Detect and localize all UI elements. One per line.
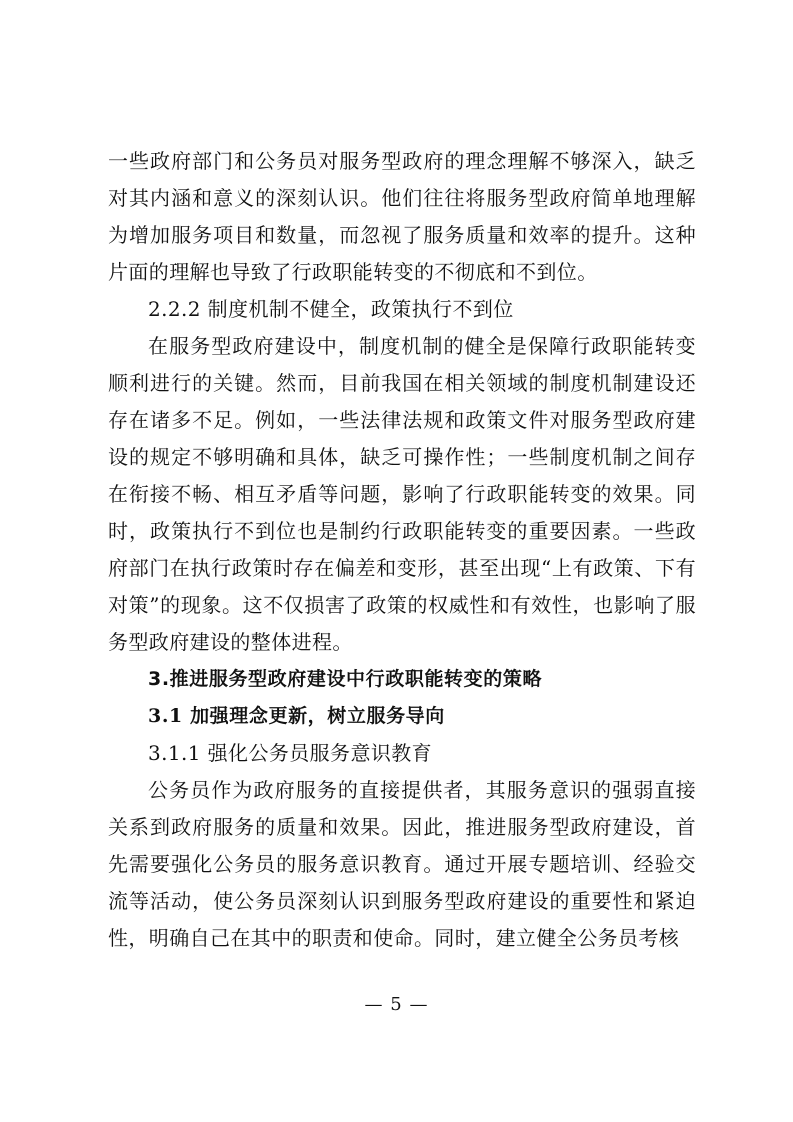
section-heading-2-2-2: 2.2.2 制度机制不健全，政策执行不到位 xyxy=(148,297,514,321)
paragraph-service-awareness: 公务员作为政府服务的直接提供者，其服务意识的强弱直接关系到政府服务的质量和效果。因此，推进服务型政府建设，首先需要强化公务员的服务意识教育。通过开展专题培训、经验交流等活动，使公务员深刻认识到服务型政府建设的重要性和紧迫性，明确自己在其中的职责和使命。同时，建立健全公务员考核 xyxy=(108,778,696,950)
document-body xyxy=(108,143,696,957)
section-heading-3-1: 3.1 加强理念更新，树立服务导向 xyxy=(148,705,445,727)
paragraph-institutional-mechanisms: 在服务型政府建设中，制度机制的健全是保障行政职能转变顺利进行的关键。然而，目前我国在相关领域的制度机制建设还存在诸多不足。例如，一些法律法规和政策文件对服务型政府建设的规定不够明确和具体，缺乏可操作性；一些制度机制之间存在衔接不畅、相互矛盾等问题，影响了行政职能转变的效果。同时，政策执行不到位也是制约行政职能转变的重要因素。一些政府部门在执行政策时存在偏差和变形，甚至出现“上有政策、下有对策”的现象。这不仅损害了政策的权威性和有效性，也影响了服务型政府建设的整体进程。 xyxy=(108,334,696,654)
chapter-heading-3: 3.推进服务型政府建设中行政职能转变的策略 xyxy=(148,668,543,690)
paragraph-intro-continuation: 一些政府部门和公务员对服务型政府的理念理解不够深入，缺乏对其内涵和意义的深刻认识。他们往往将服务型政府简单地理解为增加服务项目和数量，而忽视了服务质量和效率的提升。这种片面的理解也导致了行政职能转变的不彻底和不到位。 xyxy=(108,149,696,284)
section-heading-3-1-1: 3.1.1 强化公务员服务意识教育 xyxy=(148,741,433,765)
page-number: — 5 — xyxy=(364,994,429,1015)
